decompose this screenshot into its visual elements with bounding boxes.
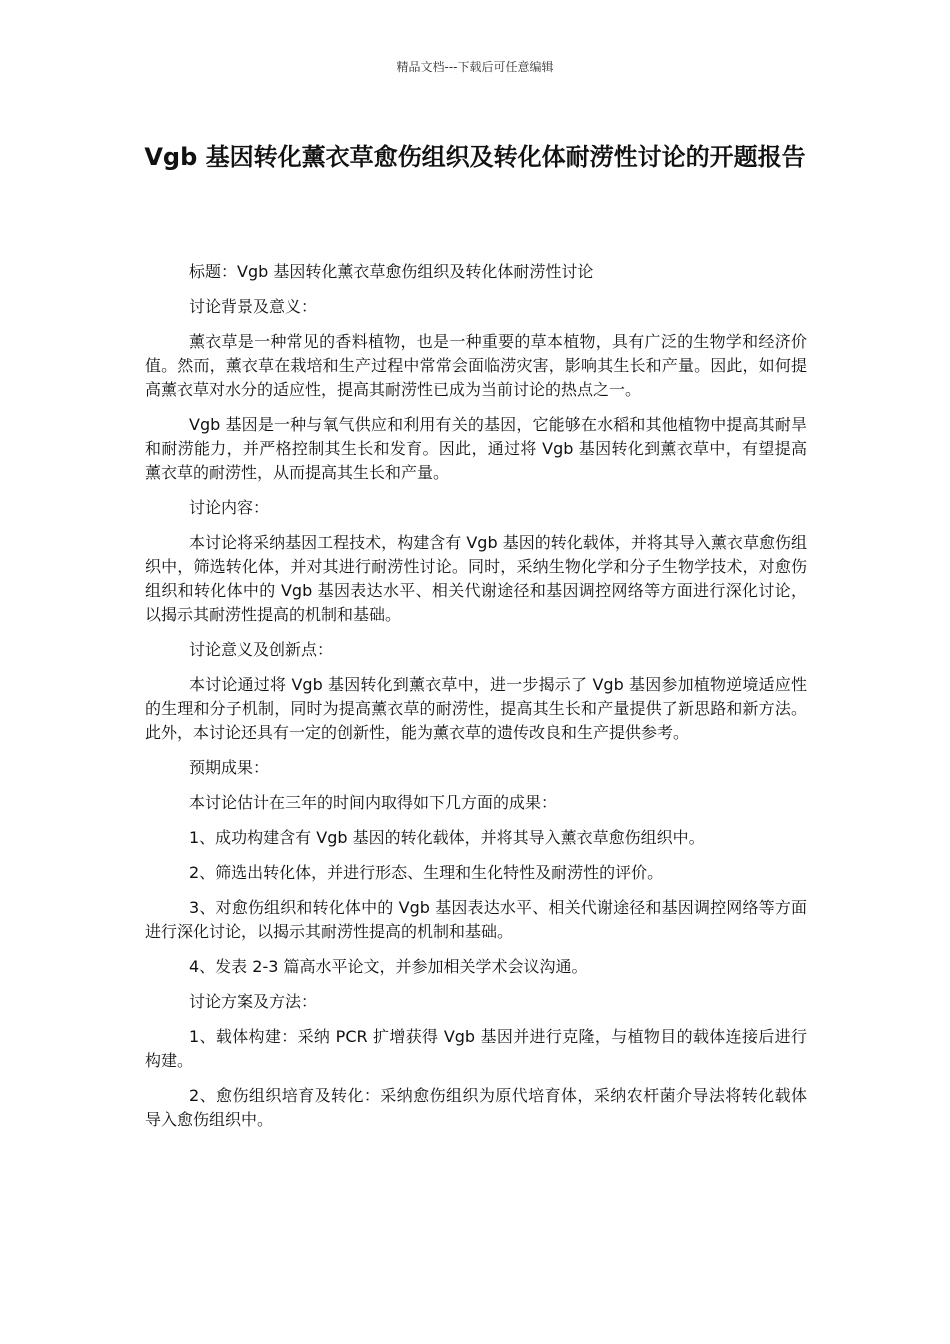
list-item-method-2: 2、愈伤组织培育及转化：采纳愈伤组织为原代培育体，采纳农杆菌介导法将转化载体导入愈伤组织中。 [145,1086,807,1129]
paragraph-significance: 本讨论通过将 Vgb 基因转化到薰衣草中，进一步揭示了 Vgb 基因参加植物逆境适应性的生理和分子机制，同时为提高薰衣草的耐涝性，提高其生长和产量提供了新思路和新方法。此外，本讨论还具有一定的创新性，能为薰衣草的遗传改良和生产提供参考。 [145,675,807,742]
section-heading-background: 讨论背景及意义： [189,297,318,316]
section-heading-methods: 讨论方案及方法： [189,992,318,1011]
header-note: 精品文档---下载后可任意编辑 [396,60,554,74]
paragraph-content: 本讨论将采纳基因工程技术，构建含有 Vgb 基因的转化载体，并将其导入薰衣草愈伤组织中，筛选转化体，并对其进行耐涝性讨论。同时，采纳生物化学和分子生物学技术，对愈伤组织和转化体中的 Vgb 基因表达水平、相关代谢途径和基因调控网络等方面进行深化讨论，以揭示其耐涝性提高的机制和基础。 [145,533,807,624]
list-item-result-3: 3、对愈伤组织和转化体中的 Vgb 基因表达水平、相关代谢途径和基因调控网络等方面进行深化讨论，以揭示其耐涝性提高的机制和基础。 [145,898,807,941]
list-item-result-2: 2、筛选出转化体，并进行形态、生理和生化特性及耐涝性的评价。 [189,863,664,882]
section-heading-expected-results: 预期成果： [189,758,270,777]
section-heading-content: 讨论内容： [189,498,270,517]
list-item-method-1: 1、载体构建：采纳 PCR 扩增获得 Vgb 基因并进行克隆，与植物目的载体连接后进行构建。 [145,1027,807,1070]
section-heading-significance: 讨论意义及创新点： [189,640,334,659]
paragraph-background-1: 薰衣草是一种常见的香料植物，也是一种重要的草本植物，具有广泛的生物学和经济价值。然而，薰衣草在栽培和生产过程中常常会面临涝灾害，影响其生长和产量。因此，如何提高薰衣草对水分的适应性，提高其耐涝性已成为当前讨论的热点之一。 [145,332,807,399]
paragraph-background-2: Vgb 基因是一种与氧气供应和利用有关的基因，它能够在水稻和其他植物中提高其耐旱和耐涝能力，并严格控制其生长和发育。因此，通过将 Vgb 基因转化到薰衣草中，有望提高薰衣草的耐涝性，从而提高其生长和产量。 [145,415,807,482]
paragraph-expected-intro: 本讨论估计在三年的时间内取得如下几方面的成果： [189,793,558,812]
document-title: Vgb 基因转化薰衣草愈伤组织及转化体耐涝性讨论的开题报告 [144,143,806,171]
list-item-result-4: 4、发表 2-3 篇高水平论文，并参加相关学术会议沟通。 [189,957,588,976]
paragraph-subject-line: 标题：Vgb 基因转化薰衣草愈伤组织及转化体耐涝性讨论 [189,262,594,281]
list-item-result-1: 1、成功构建含有 Vgb 基因的转化载体，并将其导入薰衣草愈伤组织中。 [189,828,705,847]
document-body [145,260,807,1143]
